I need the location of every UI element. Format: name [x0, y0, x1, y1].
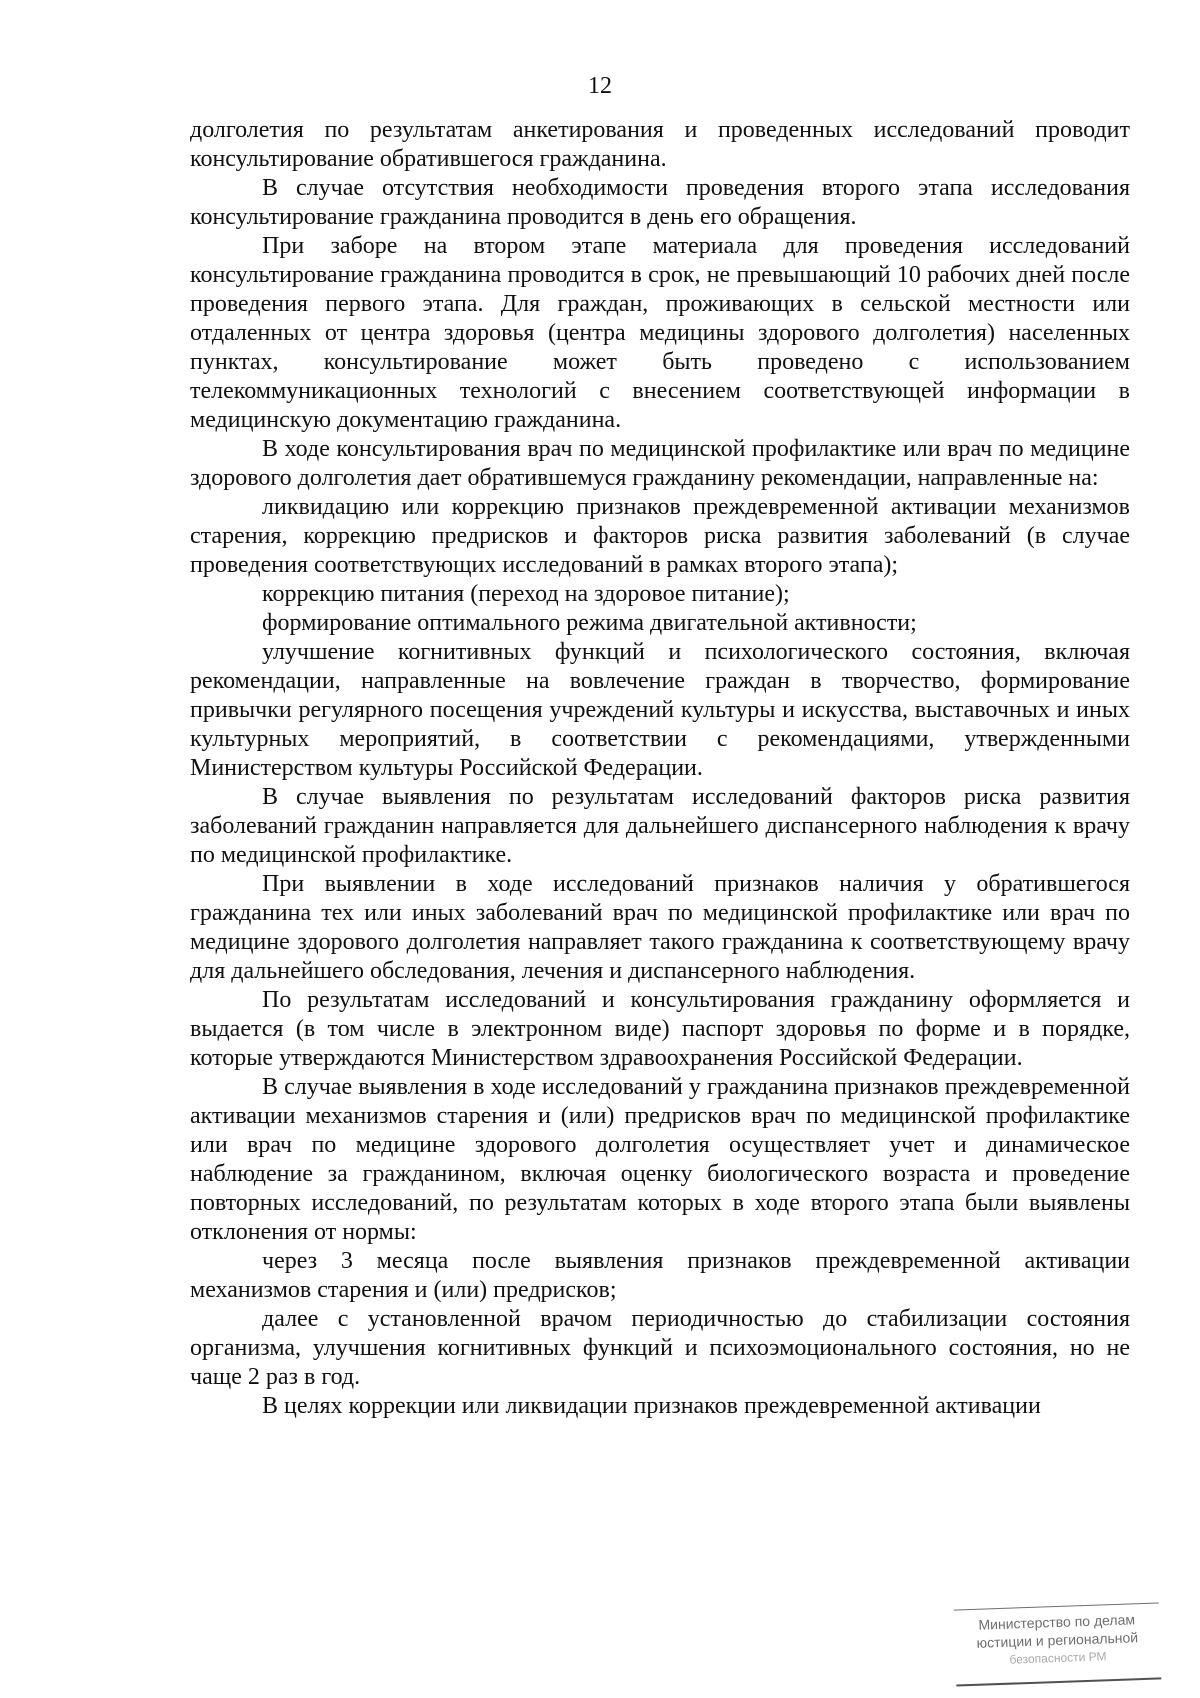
- paragraph-10: При выявлении в ходе исследований признаков наличия у обратившегося гражданина тех или иных заболеваний врач по медицинской профилактике или врач по медицине здорового долголетия направляет такого гражданина к соответствующему врачу для дальнейшего обследования, лечения и диспансерного наблюдения.: [190, 871, 1130, 984]
- paragraph-6: коррекцию питания (переход на здоровое питание);: [262, 581, 790, 607]
- stamp-line-2: юстиции и региональной: [976, 1629, 1139, 1651]
- paragraph-15: В целях коррекции или ликвидации признаков преждевременной активации: [262, 1393, 1041, 1419]
- paragraph-13: через 3 месяца после выявления признаков преждевременной активации механизмов старения и (или) предрисков;: [190, 1248, 1130, 1303]
- stamp-line-1: Министерство по делам: [978, 1611, 1136, 1633]
- paragraph-8: улучшение когнитивных функций и психологического состояния, включая рекомендации, направленные на вовлечение граждан в творчество, формирование привычки регулярного посещения учреждений культуры и искусства, выставочных и иных культурных мероприятий, в соответствии с рекомендациями, утвержденными Министерством культуры Российской Федерации.: [190, 639, 1130, 781]
- page-number: 12: [588, 73, 612, 99]
- paragraph-3: При заборе на втором этапе материала для проведения исследований консультирование гражданина проводится в срок, не превышающий 10 рабочих дней после проведения первого этапа. Для граждан, проживающих в сельской местности или отдаленных от центра здоровья (центра медицины здорового долголетия) населенных пунктах, консультирование может быть проведено с использованием телекоммуникационных технологий с внесением соответствующей информации в медицинскую документацию гражданина.: [190, 233, 1130, 433]
- paragraph-7: формирование оптимального режима двигательной активности;: [262, 610, 917, 636]
- paragraph-4: В ходе консультирования врач по медицинской профилактике или врач по медицине здорового долголетия дает обратившемуся гражданину рекомендации, направленные на:: [190, 436, 1130, 491]
- registration-stamp: [954, 1602, 1162, 1686]
- document-body: [190, 116, 1130, 1421]
- paragraph-9: В случае выявления по результатам исследований факторов риска развития заболеваний гражданин направляется для дальнейшего диспансерного наблюдения к врачу по медицинской профилактике.: [190, 784, 1130, 868]
- paragraph-14: далее с установленной врачом периодичностью до стабилизации состояния организма, улучшения когнитивных функций и психоэмоционального состояния, но не чаще 2 раз в год.: [190, 1306, 1130, 1390]
- paragraph-1: долголетия по результатам анкетирования и проведенных исследований проводит консультирование обратившегося гражданина.: [190, 117, 1130, 172]
- paragraph-5: ликвидацию или коррекцию признаков преждевременной активации механизмов старения, коррекцию предрисков и факторов риска развития заболеваний (в случае проведения соответствующих исследований в рамках второго этапа);: [190, 494, 1130, 578]
- paragraph-11: По результатам исследований и консультирования гражданину оформляется и выдается (в том числе в электронном виде) паспорт здоровья по форме и в порядке, которые утверждаются Министерством здравоохранения Российской Федерации.: [190, 987, 1130, 1071]
- paragraph-2: В случае отсутствия необходимости проведения второго этапа исследования консультирование гражданина проводится в день его обращения.: [190, 175, 1130, 230]
- stamp-line-3: безопасности РМ: [1009, 1649, 1107, 1667]
- paragraph-12: В случае выявления в ходе исследований у гражданина признаков преждевременной активации механизмов старения и (или) предрисков врач по медицинской профилактике или врач по медицине здорового долголетия осуществляет учет и динамическое наблюдение за гражданином, включая оценку биологического возраста и проведение повторных исследований, по результатам которых в ходе второго этапа были выявлены отклонения от нормы:: [190, 1074, 1130, 1245]
